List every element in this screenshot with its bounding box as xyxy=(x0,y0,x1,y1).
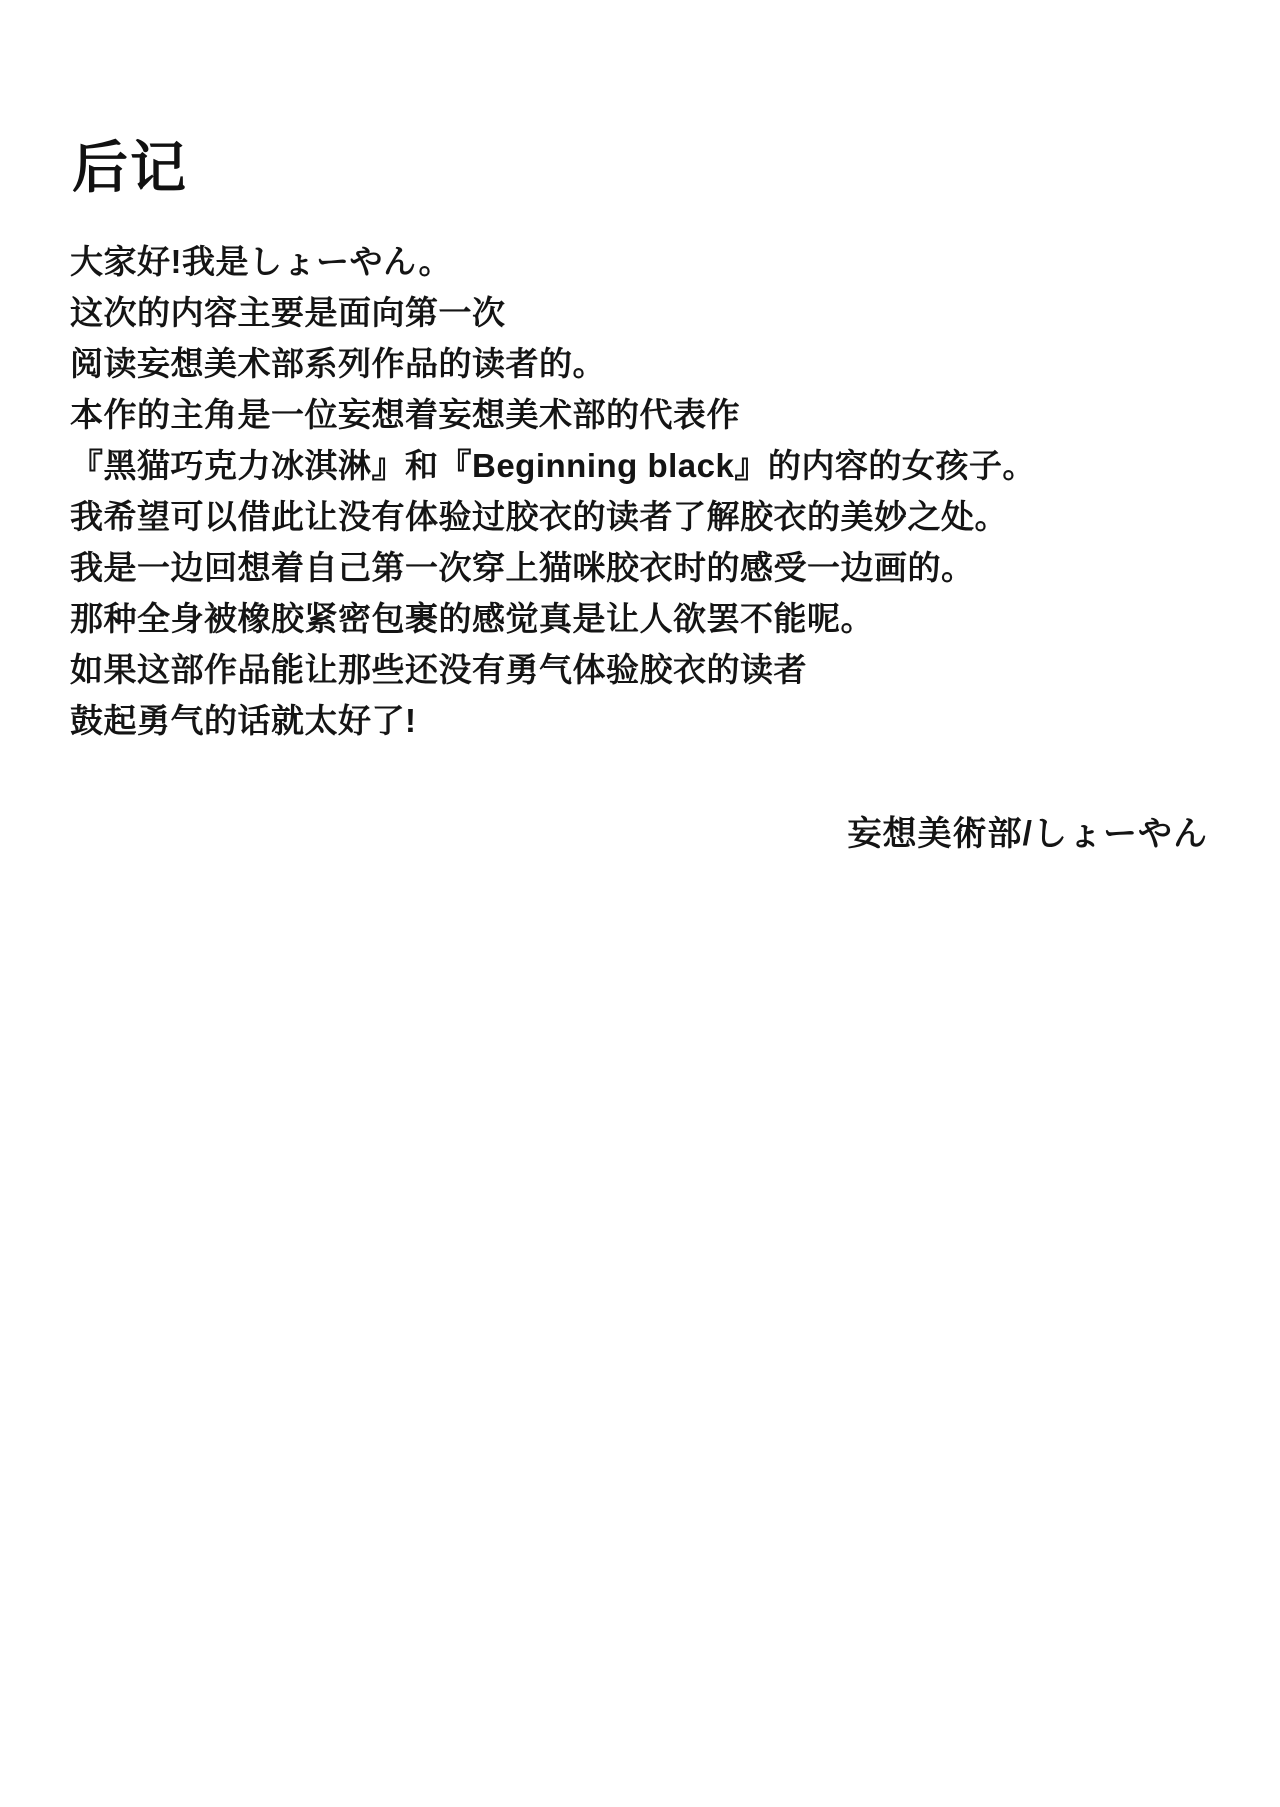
page-title: 后记 xyxy=(72,136,188,199)
body-line: 如果这部作品能让那些还没有勇气体验胶衣的读者 xyxy=(70,651,807,688)
body-line: 大家好!我是しょーやん。 xyxy=(70,243,452,280)
afterword-body xyxy=(70,236,1170,746)
body-line: 这次的内容主要是面向第一次 xyxy=(70,294,506,331)
author-signature: 妄想美術部/しょーやん xyxy=(847,815,1208,853)
body-line: 我希望可以借此让没有体验过胶衣的读者了解胶衣的美妙之处。 xyxy=(70,498,1008,535)
body-line: 阅读妄想美术部系列作品的读者的。 xyxy=(70,345,606,382)
body-line: 鼓起勇气的话就太好了! xyxy=(70,702,417,739)
body-line: 那种全身被橡胶紧密包裹的感觉真是让人欲罢不能呢。 xyxy=(70,600,874,637)
body-line: 『黑猫巧克力冰淇淋』和『Beginning black』的内容的女孩子。 xyxy=(70,447,1036,484)
body-line: 本作的主角是一位妄想着妄想美术部的代表作 xyxy=(70,396,740,433)
body-line: 我是一边回想着自己第一次穿上猫咪胶衣时的感受一边画的。 xyxy=(70,549,975,586)
